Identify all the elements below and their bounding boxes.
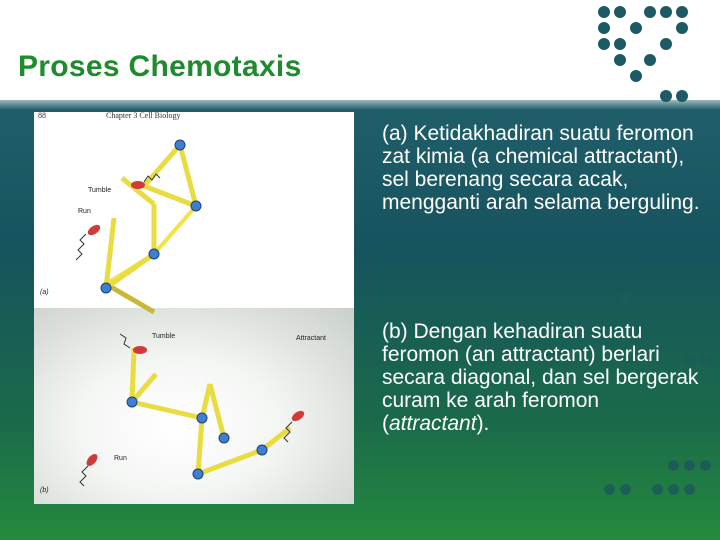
decorative-dots-bottom-right: [600, 280, 720, 540]
panel-a-run-label: Run: [78, 208, 91, 215]
panel-a-tumble-label: Tumble: [88, 187, 112, 194]
attractant-label: Attractant: [296, 335, 326, 342]
panel-a-path-main: [106, 145, 196, 288]
panel-b-label: (b): [40, 487, 49, 494]
figure-page-number: 88: [38, 112, 46, 120]
panel-b-path: [132, 348, 290, 474]
paragraph-b-suffix: ).: [476, 412, 490, 435]
slide-title: Proses Chemotaxis: [18, 50, 302, 83]
panel-b-tumble-label: Tumble: [152, 333, 176, 340]
figure-header: Chapter 3 Cell Biology: [106, 112, 181, 120]
panel-a-path: [106, 145, 196, 312]
decorative-dots-top-right: [590, 0, 720, 110]
paragraph-b-italic: attractant: [389, 412, 477, 435]
chemotaxis-figure: [34, 112, 354, 504]
panel-b-bacteria: [80, 334, 306, 486]
figure-drawing: [34, 112, 354, 504]
panel-a-label: (a): [40, 289, 49, 296]
paragraph-a: (a) Ketidakhadiran suatu feromon zat kimia (a chemical attractant), sel berenang secara acak, mengganti arah selama berguling.: [382, 122, 700, 214]
paragraph-b-prefix: (b) Dengan kehadiran suatu feromon (an attractant) berlari secara diagonal, dan sel bergerak curam ke arah feromon (: [382, 320, 699, 435]
panel-b-run-label: Run: [114, 455, 127, 462]
